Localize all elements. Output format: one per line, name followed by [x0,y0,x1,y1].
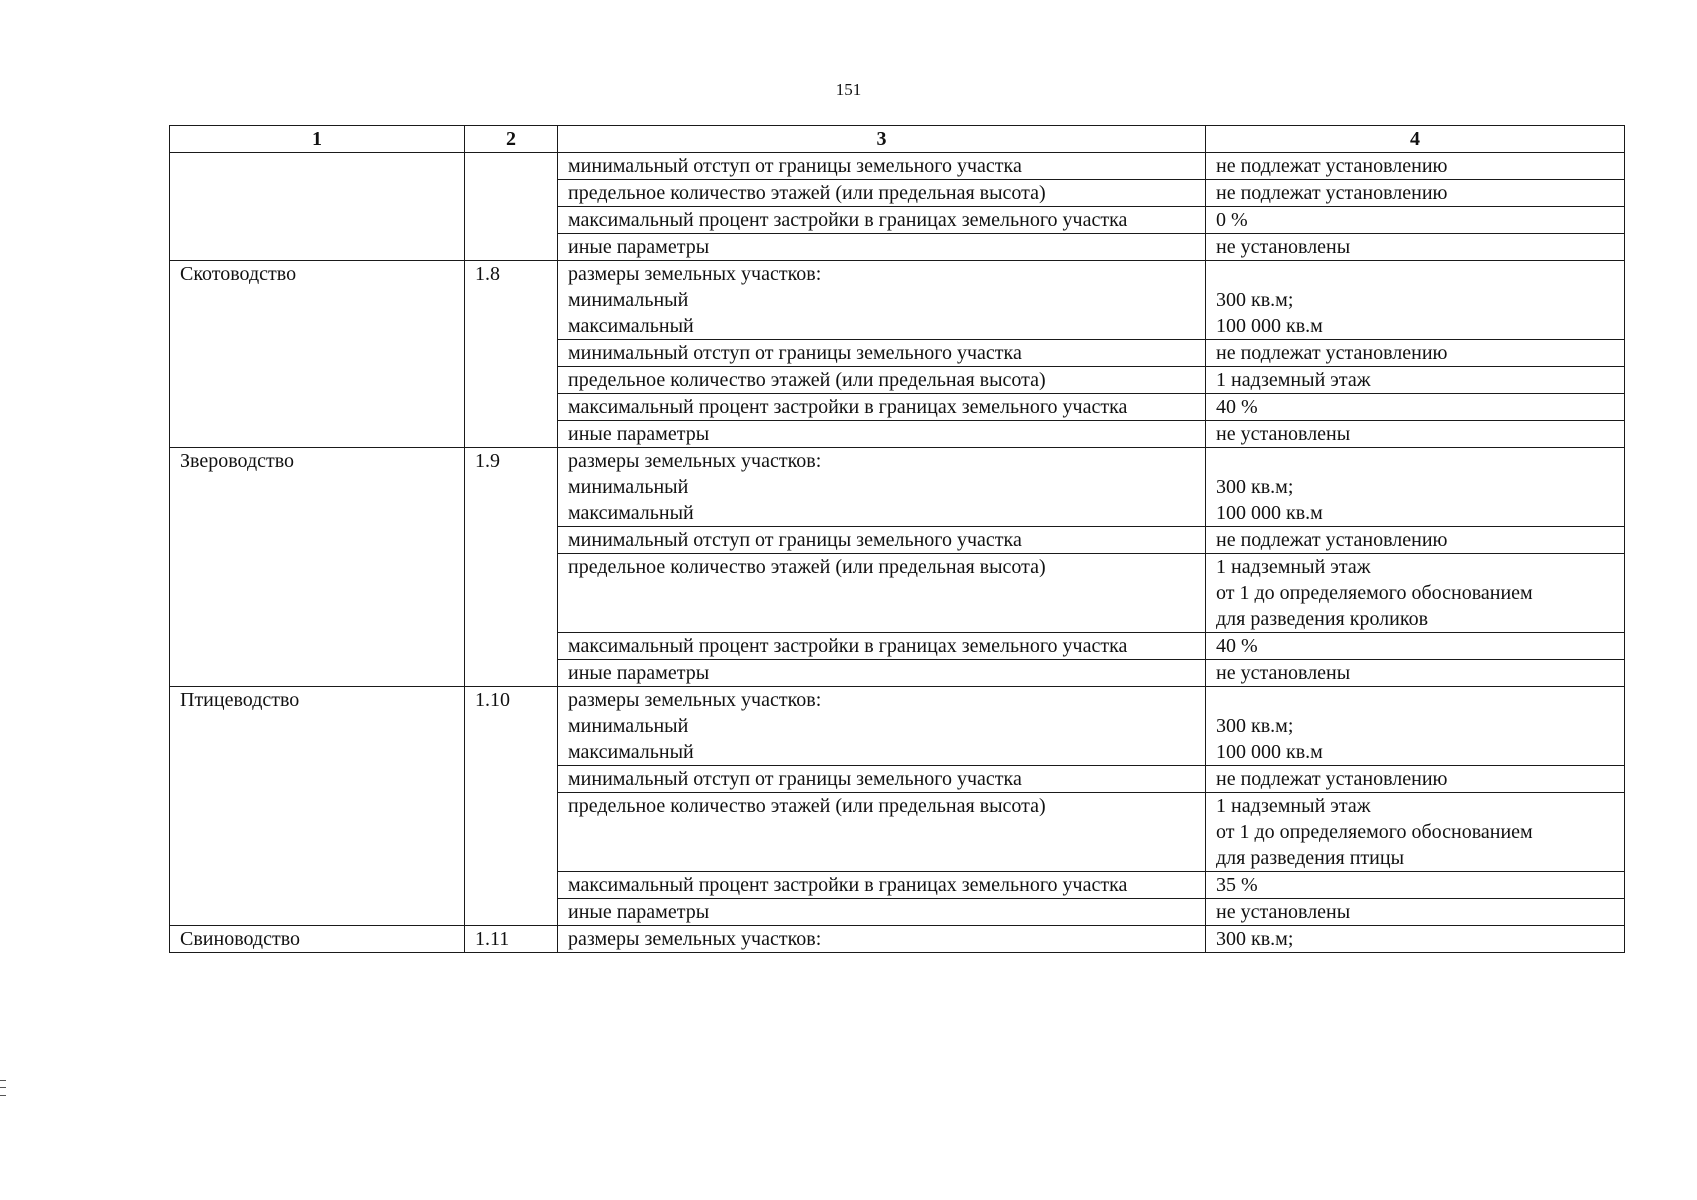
floors-value-line: от 1 до определяемого обоснованием [1216,582,1533,604]
param-cell: иные параметры [558,660,1206,687]
param-cell: иные параметры [558,234,1206,261]
page-number: 151 [835,80,862,99]
value-cell: 1 надземный этаж [1206,367,1625,394]
activity-code-cell: 1.11 [465,926,558,953]
value-cell: 40 % [1206,633,1625,660]
size-max-label: максимальный [568,741,694,763]
size-label: размеры земельных участков: [568,689,822,711]
size-label: размеры земельных участков: [568,263,822,285]
floors-value-line: 1 надземный этаж [1216,556,1371,578]
size-min-label: минимальный [568,476,689,498]
param-cell: минимальный отступ от границы земельного участка [558,527,1206,554]
value-cell: не установлены [1206,899,1625,926]
header-col-4: 4 [1206,126,1625,153]
param-cell: предельное количество этажей (или предельная высота) [558,554,1206,633]
activity-name-cell: Скотоводство [170,261,465,448]
activity-code-cell [465,153,558,261]
value-cell: не подлежат установлению [1206,340,1625,367]
size-min-label: минимальный [568,289,689,311]
param-cell: максимальный процент застройки в границах земельного участка [558,207,1206,234]
value-cell: 0 % [1206,207,1625,234]
activity-name-cell: Птицеводство [170,687,465,926]
value-cell [1206,793,1625,872]
size-max-value: 100 000 кв.м [1216,741,1323,763]
value-cell: не подлежат установлению [1206,527,1625,554]
size-min-value: 300 кв.м; [1216,715,1294,737]
activity-code-cell: 1.8 [465,261,558,448]
param-cell [558,687,1206,766]
table-row [170,448,1625,527]
param-cell: размеры земельных участков: [558,926,1206,953]
floors-value-line: 1 надземный этаж [1216,795,1371,817]
value-cell [1206,554,1625,633]
param-cell: максимальный процент застройки в границах земельного участка [558,872,1206,899]
header-row [170,126,1625,153]
value-cell: не подлежат установлению [1206,766,1625,793]
param-cell: минимальный отступ от границы земельного участка [558,153,1206,180]
param-cell [558,448,1206,527]
activity-code-cell: 1.9 [465,448,558,687]
floors-value-line: для разведения кроликов [1216,608,1429,630]
activity-name-cell: Звероводство [170,448,465,687]
header-col-1: 1 [170,126,465,153]
param-cell: иные параметры [558,421,1206,448]
param-cell: минимальный отступ от границы земельного участка [558,766,1206,793]
value-cell [1206,687,1625,766]
value-cell: не подлежат установлению [1206,180,1625,207]
size-min-value: 300 кв.м; [1216,289,1294,311]
value-cell: 40 % [1206,394,1625,421]
land-use-table [169,125,1625,953]
param-cell: предельное количество этажей (или предельная высота) [558,180,1206,207]
param-cell: предельное количество этажей (или предельная высота) [558,367,1206,394]
size-min-value: 300 кв.м; [1216,476,1294,498]
value-cell: 35 % [1206,872,1625,899]
param-cell: максимальный процент застройки в границах земельного участка [558,633,1206,660]
size-label: размеры земельных участков: [568,450,822,472]
activity-code-cell: 1.10 [465,687,558,926]
table-row [170,153,1625,180]
param-cell: максимальный процент застройки в границах земельного участка [558,394,1206,421]
param-cell: предельное количество этажей (или предельная высота) [558,793,1206,872]
table-row [170,687,1625,766]
size-max-value: 100 000 кв.м [1216,315,1323,337]
size-min-label: минимальный [568,715,689,737]
value-cell: не установлены [1206,234,1625,261]
margin-scan-mark [0,1080,6,1096]
size-max-label: максимальный [568,502,694,524]
param-cell: минимальный отступ от границы земельного участка [558,340,1206,367]
header-col-2: 2 [465,126,558,153]
table-row [170,261,1625,340]
value-cell: не установлены [1206,421,1625,448]
value-cell [1206,448,1625,527]
param-cell [558,261,1206,340]
floors-value-line: для разведения птицы [1216,847,1405,869]
activity-name-cell: Свиноводство [170,926,465,953]
table-row [170,926,1625,953]
activity-name-cell [170,153,465,261]
value-cell: 300 кв.м; [1206,926,1625,953]
floors-value-line: от 1 до определяемого обоснованием [1216,821,1533,843]
value-cell: не установлены [1206,660,1625,687]
header-col-3: 3 [558,126,1206,153]
param-cell: иные параметры [558,899,1206,926]
size-max-value: 100 000 кв.м [1216,502,1323,524]
value-cell: не подлежат установлению [1206,153,1625,180]
size-max-label: максимальный [568,315,694,337]
value-cell [1206,261,1625,340]
